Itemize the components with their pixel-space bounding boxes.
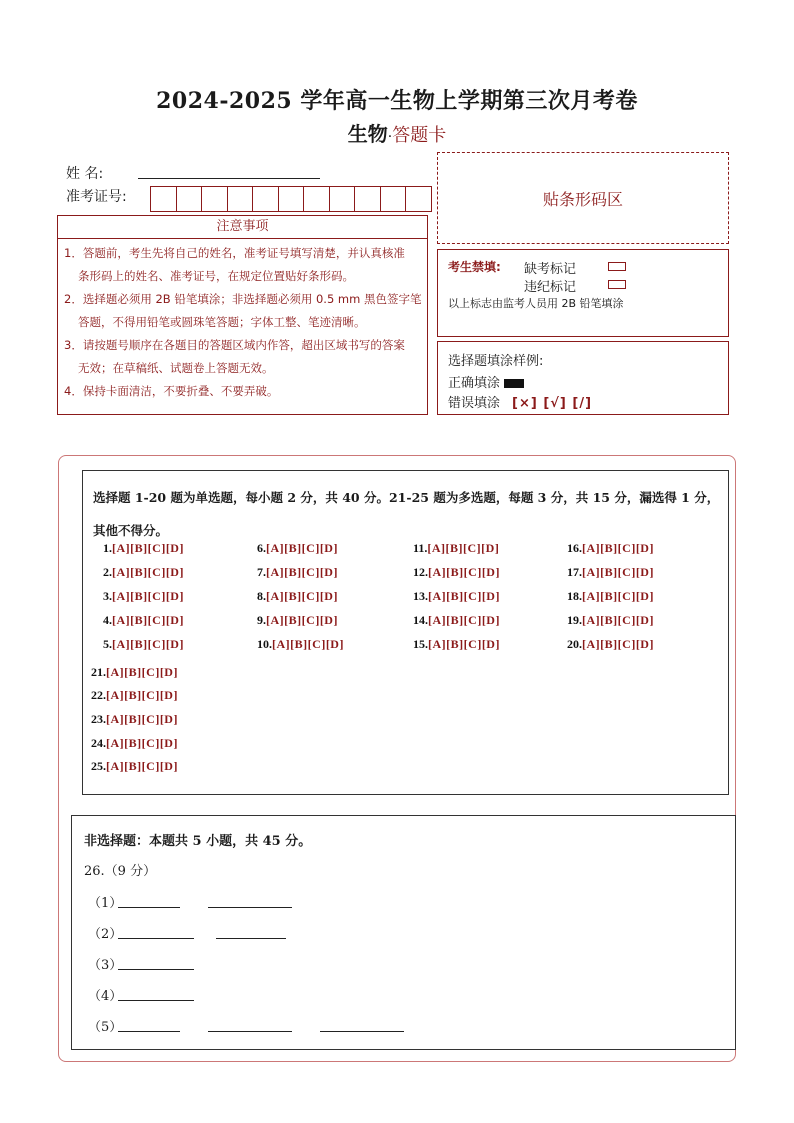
question-number: 17. [567, 565, 582, 579]
exam-id-label: 准考证号: [66, 189, 127, 205]
question-number: 3. [103, 589, 112, 603]
mc-question-10[interactable] [257, 637, 344, 652]
violation-mark-box[interactable] [608, 280, 626, 289]
exam-id-boxes[interactable] [151, 186, 432, 212]
wrong-fill-marks: [×] [√] [/] [512, 396, 593, 411]
answer-line[interactable] [118, 1030, 180, 1032]
question-number: 10. [257, 637, 272, 651]
question-number: 12. [413, 565, 428, 579]
mc-question-1[interactable] [103, 541, 184, 556]
violation-mark-label: 违纪标记 [524, 280, 577, 295]
answer-options[interactable]: [A][B][C][D] [106, 665, 178, 679]
mc-question-20[interactable] [567, 637, 654, 652]
mc-question-18[interactable] [567, 589, 654, 604]
mc-question-21[interactable] [91, 665, 178, 680]
mc-question-16[interactable] [567, 541, 654, 556]
id-digit-box[interactable] [329, 186, 356, 212]
mc-question-3[interactable] [103, 589, 184, 604]
q26-sub4-label: （4） [88, 989, 123, 1004]
notes-box [57, 215, 428, 415]
answer-options[interactable]: [A][B][C][D] [106, 759, 178, 773]
multiple-choice-section [82, 470, 729, 795]
mc-question-13[interactable] [413, 589, 500, 604]
question-number: 20. [567, 637, 582, 651]
answer-options[interactable]: [A][B][C][D] [266, 589, 338, 603]
exam-title: 2024-2025 学年高一生物上学期第三次月考卷 [156, 88, 638, 114]
question-number: 25. [91, 759, 106, 773]
answer-line[interactable] [208, 1030, 292, 1032]
answer-options[interactable]: [A][B][C][D] [266, 541, 338, 555]
id-digit-box[interactable] [252, 186, 279, 212]
id-digit-box[interactable] [303, 186, 330, 212]
proctor-note: 以上标志由监考人员用 2B 铅笔填涂 [448, 297, 624, 310]
mc-question-7[interactable] [257, 565, 338, 580]
id-digit-box[interactable] [405, 186, 432, 212]
answer-line[interactable] [216, 937, 286, 939]
answer-options[interactable]: [A][B][C][D] [112, 541, 184, 555]
mc-question-11[interactable] [413, 541, 499, 556]
question-number: 1. [103, 541, 112, 555]
mc-question-8[interactable] [257, 589, 338, 604]
answer-options[interactable]: [A][B][C][D] [582, 565, 654, 579]
answer-line[interactable] [118, 937, 194, 939]
answer-options[interactable]: [A][B][C][D] [428, 613, 500, 627]
mc-question-2[interactable] [103, 565, 184, 580]
answer-line[interactable] [320, 1030, 404, 1032]
mc-question-24[interactable] [91, 736, 178, 751]
question-number: 22. [91, 688, 106, 702]
answer-options[interactable]: [A][B][C][D] [106, 712, 178, 726]
mc-question-23[interactable] [91, 712, 178, 727]
name-label: 姓 名: [66, 166, 104, 182]
id-digit-box[interactable] [227, 186, 254, 212]
absent-mark-box[interactable] [608, 262, 626, 271]
answer-line[interactable] [118, 968, 194, 970]
non-choice-section [71, 815, 736, 1050]
mc-question-5[interactable] [103, 637, 184, 652]
note-1-line2: 条形码上的姓名、准考证号，在规定位置贴好条形码。 [78, 269, 354, 283]
answer-options[interactable]: [A][B][C][D] [427, 541, 500, 555]
question-number: 5. [103, 637, 112, 651]
question-number: 13. [413, 589, 428, 603]
answer-card-label: 答题卡 [392, 125, 447, 146]
sample-title: 选择题填涂样例: [448, 354, 544, 369]
mc-question-25[interactable] [91, 759, 178, 774]
question-number: 6. [257, 541, 266, 555]
answer-line[interactable] [118, 906, 180, 908]
id-digit-box[interactable] [150, 186, 177, 212]
fill-sample-box [437, 341, 729, 415]
subtitle-dot: · [387, 129, 393, 145]
id-digit-box[interactable] [354, 186, 381, 212]
q26-sub3-label: （3） [88, 958, 123, 973]
mc-question-14[interactable] [413, 613, 500, 628]
answer-options[interactable]: [A][B][C][D] [266, 565, 338, 579]
filled-sample-mark [504, 379, 524, 388]
question-26-title: 26.（9 分） [84, 864, 157, 879]
subtitle [0, 118, 794, 147]
answer-options[interactable]: [A][B][C][D] [428, 589, 500, 603]
answer-options[interactable]: [A][B][C][D] [112, 589, 184, 603]
answer-options[interactable]: [A][B][C][D] [266, 613, 338, 627]
q26-sub5-label: （5） [88, 1020, 123, 1035]
question-number: 21. [91, 665, 106, 679]
mc-question-12[interactable] [413, 565, 500, 580]
note-2-line2: 答题，不得用铅笔或圆珠笔答题；字体工整、笔迹清晰。 [78, 315, 366, 329]
question-number: 11. [413, 541, 428, 555]
barcode-area [437, 152, 729, 244]
question-number: 15. [413, 637, 428, 651]
question-number: 19. [567, 613, 582, 627]
answer-options[interactable]: [A][B][C][D] [582, 613, 654, 627]
answer-options[interactable]: [A][B][C][D] [106, 736, 178, 750]
question-number: 9. [257, 613, 266, 627]
barcode-label: 贴条形码区 [542, 189, 623, 209]
mc-question-4[interactable] [103, 613, 184, 628]
answer-options[interactable]: [A][B][C][D] [582, 637, 654, 651]
question-number: 7. [257, 565, 266, 579]
wrong-fill-label: 错误填涂 [448, 396, 501, 411]
note-3-line2: 无效；在草稿纸、试题卷上答题无效。 [78, 361, 274, 375]
proctor-only-box [437, 249, 729, 337]
mc-question-17[interactable] [567, 565, 654, 580]
note-2-line1: 2．选择题必须用 2B 铅笔填涂；非选择题必须用 0.5 mm 黑色签字笔 [64, 292, 422, 306]
question-number: 14. [413, 613, 428, 627]
answer-options[interactable]: [A][B][C][D] [582, 589, 654, 603]
q26-sub1-label: （1） [88, 896, 123, 911]
note-3-line1: 3．请按题号顺序在各题目的答题区域内作答，超出区域书写的答案 [64, 338, 405, 352]
id-digit-box[interactable] [278, 186, 305, 212]
answer-line[interactable] [118, 999, 194, 1001]
question-number: 4. [103, 613, 112, 627]
note-1-line1: 1．答题前，考生先将自己的姓名，准考证号填写清楚，并认真核准 [64, 246, 405, 260]
question-number: 24. [91, 736, 106, 750]
id-digit-box[interactable] [201, 186, 228, 212]
name-field[interactable] [138, 177, 320, 179]
answer-options[interactable]: [A][B][C][D] [272, 637, 344, 651]
subject-label: 生物 [347, 122, 388, 146]
answer-options[interactable]: [A][B][C][D] [428, 637, 500, 651]
mc-question-19[interactable] [567, 613, 654, 628]
id-digit-box[interactable] [176, 186, 203, 212]
question-number: 16. [567, 541, 582, 555]
mc-instructions: 选择题 1-20 题为单选题，每小题 2 分，共 40 分。21-25 题为多选题，每题 3 分，共 15 分，漏选得 1 分，其他不得分。 [93, 490, 720, 538]
forbid-title: 考生禁填: [448, 260, 501, 274]
question-number: 23. [91, 712, 106, 726]
answer-options[interactable]: [A][B][C][D] [428, 565, 500, 579]
answer-options[interactable]: [A][B][C][D] [106, 688, 178, 702]
question-number: 18. [567, 589, 582, 603]
mc-question-6[interactable] [257, 541, 338, 556]
notes-title: 注意事项 [58, 216, 427, 239]
absent-mark-label: 缺考标记 [524, 262, 577, 277]
answer-options[interactable]: [A][B][C][D] [112, 613, 184, 627]
mc-question-9[interactable] [257, 613, 338, 628]
answer-options[interactable]: [A][B][C][D] [582, 541, 654, 555]
answer-line[interactable] [208, 906, 292, 908]
mc-question-22[interactable] [91, 688, 178, 703]
correct-fill-label: 正确填涂 [448, 376, 501, 391]
answer-options[interactable]: [A][B][C][D] [112, 565, 184, 579]
question-number: 2. [103, 565, 112, 579]
q26-sub2-label: （2） [88, 927, 123, 942]
question-number: 8. [257, 589, 266, 603]
id-digit-box[interactable] [380, 186, 407, 212]
mc-question-15[interactable] [413, 637, 500, 652]
answer-options[interactable]: [A][B][C][D] [112, 637, 184, 651]
note-4-line1: 4．保持卡面清洁，不要折叠、不要弄破。 [64, 384, 279, 398]
non-choice-instructions: 非选择题：本题共 5 小题，共 45 分。 [84, 834, 312, 849]
